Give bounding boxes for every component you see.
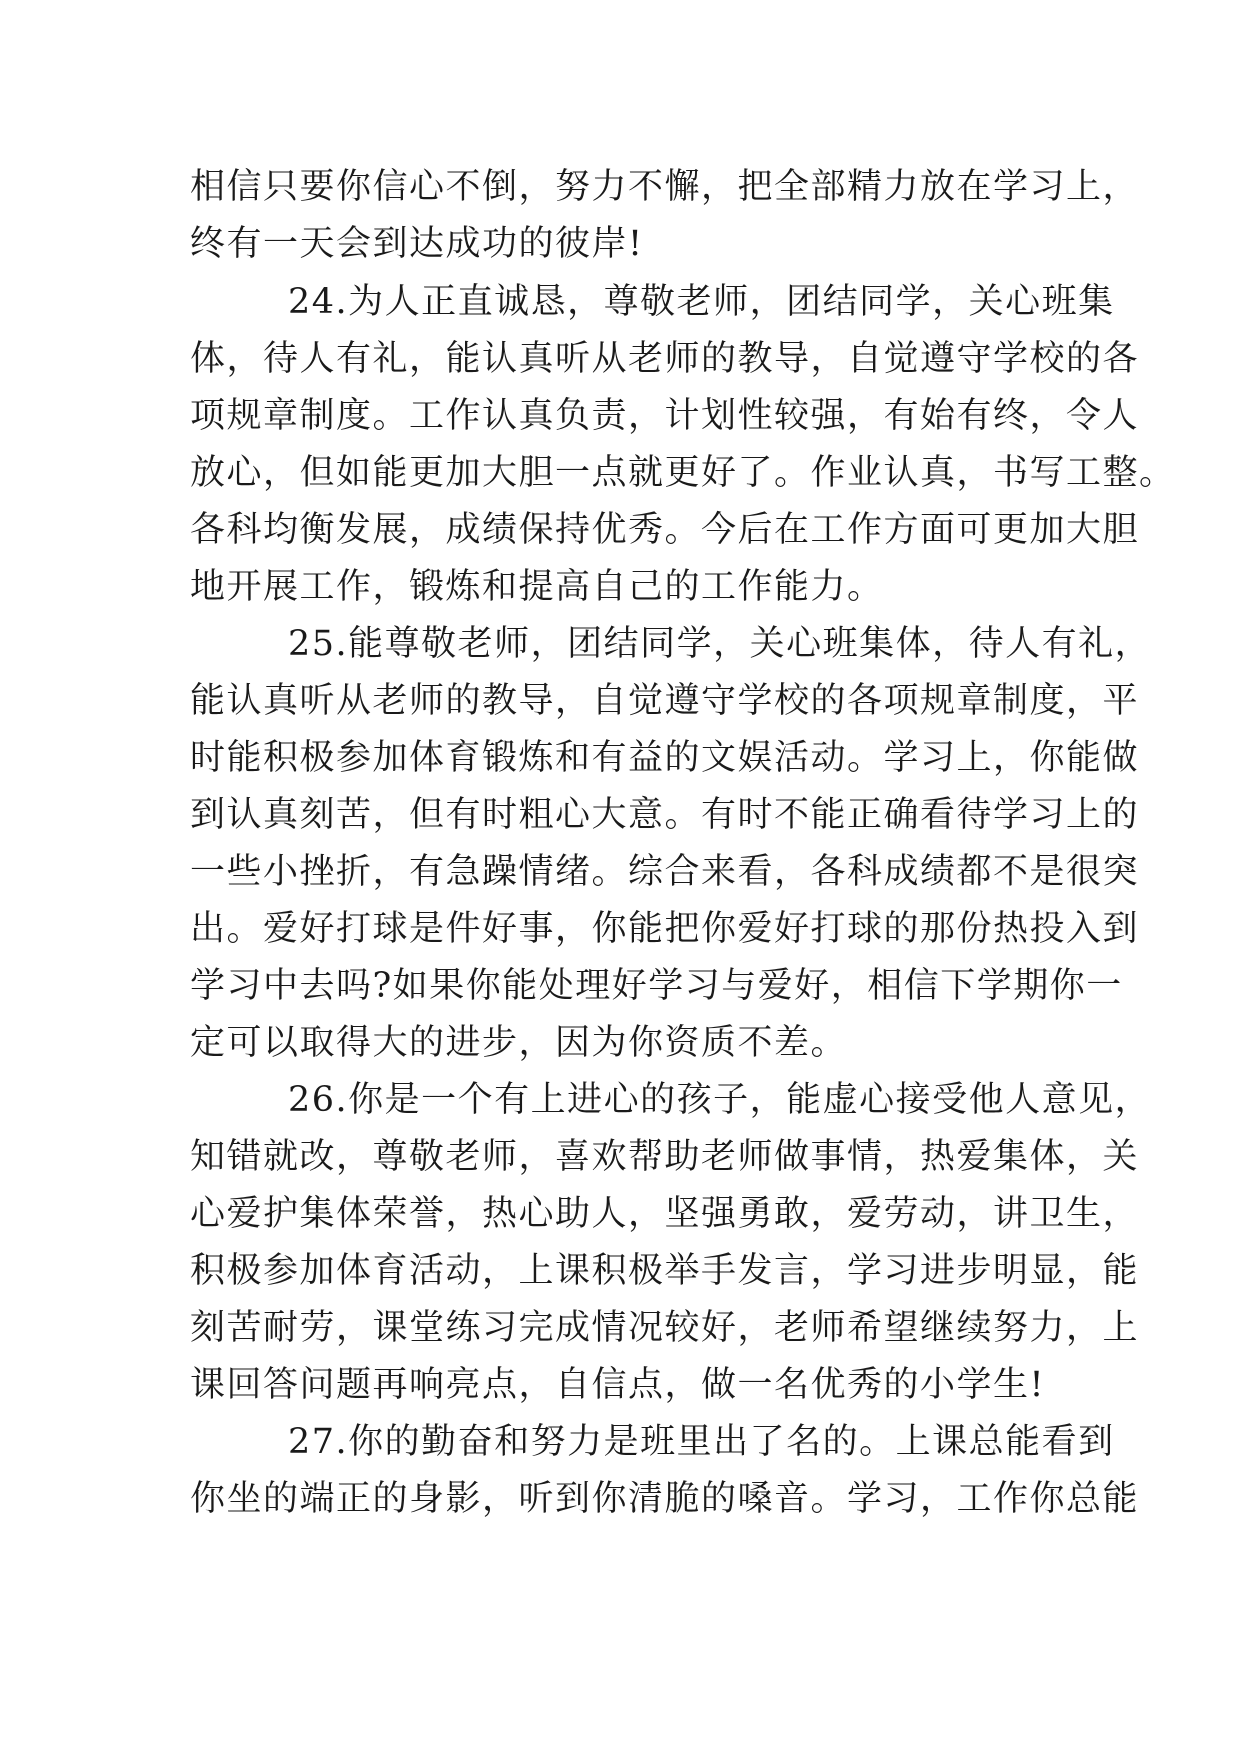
text-line: 能认真听从老师的教导，自觉遵守学校的各项规章制度，平 [190, 681, 1140, 721]
text-line: 项规章制度。工作认真负责，计划性较强，有始有终，令人 [190, 396, 1140, 436]
text-line: 各科均衡发展，成绩保持优秀。今后在工作方面可更加大胆 [190, 510, 1140, 550]
text-line: 地开展工作，锻炼和提高自己的工作能力。 [190, 567, 884, 607]
text-line: 放心，但如能更加大胆一点就更好了。作业认真，书写工整。 [190, 453, 1176, 493]
text-line: 心爱护集体荣誉，热心助人，坚强勇敢，爱劳动，讲卫生， [190, 1194, 1140, 1234]
text-line: 相信只要你信心不倒，努力不懈，把全部精力放在学习上， [190, 167, 1140, 207]
text-line: 到认真刻苦，但有时粗心大意。有时不能正确看待学习上的 [190, 795, 1140, 835]
text-line: 知错就改，尊敬老师，喜欢帮助老师做事情，热爱集体，关 [190, 1137, 1140, 1177]
text-line: 时能积极参加体育锻炼和有益的文娱活动。学习上，你能做 [190, 738, 1140, 778]
text-line: 一些小挫折，有急躁情绪。综合来看，各科成绩都不是很突 [190, 852, 1140, 892]
text-line: 刻苦耐劳，课堂练习完成情况较好，老师希望继续努力，上 [190, 1308, 1140, 1348]
paragraph-24-start: 24.为人正直诚恳，尊敬老师，团结同学，关心班集 [288, 282, 1115, 322]
text-line: 课回答问题再响亮点，自信点，做一名优秀的小学生! [190, 1365, 1046, 1405]
paragraph-26-start: 26.你是一个有上进心的孩子，能虚心接受他人意见， [288, 1080, 1152, 1120]
text-line: 定可以取得大的进步，因为你资质不差。 [190, 1023, 848, 1063]
paragraph-25-start: 25.能尊敬老师，团结同学，关心班集体，待人有礼， [288, 624, 1152, 664]
paragraph-27-start: 27.你的勤奋和努力是班里出了名的。上课总能看到 [288, 1422, 1115, 1462]
text-line: 你坐的端正的身影，听到你清脆的嗓音。学习，工作你总能 [190, 1479, 1140, 1519]
text-line: 体，待人有礼，能认真听从老师的教导，自觉遵守学校的各 [190, 339, 1140, 379]
text-line: 积极参加体育活动，上课积极举手发言，学习进步明显，能 [190, 1251, 1140, 1291]
text-line: 终有一天会到达成功的彼岸! [190, 224, 644, 264]
text-line: 学习中去吗?如果你能处理好学习与爱好，相信下学期你一 [190, 966, 1123, 1006]
text-line: 出。爱好打球是件好事，你能把你爱好打球的那份热投入到 [190, 909, 1140, 949]
